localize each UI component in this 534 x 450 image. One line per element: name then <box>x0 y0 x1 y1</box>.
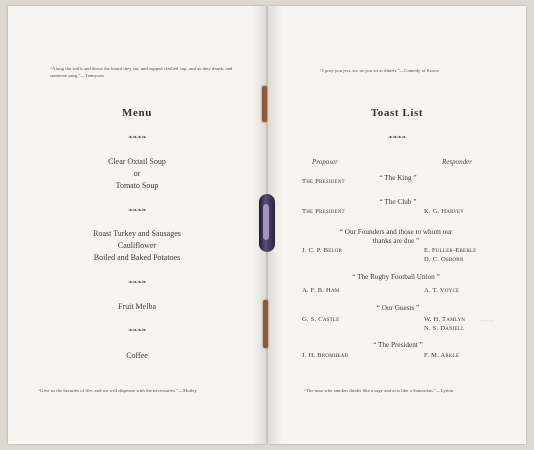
binding-staple <box>263 300 268 348</box>
toast-title: “ The President ” <box>373 341 423 349</box>
menu-bottom-quote: “Give us the luxuries of life, and we will dispense with the necessaries.”—Motley <box>38 388 197 393</box>
toast-title: “ The King ” <box>379 174 417 182</box>
toast-proposer: G. S. Castle <box>302 316 340 323</box>
toast-proposer: The President <box>302 178 345 185</box>
toast-responder: A. T. Voyce <box>424 287 460 294</box>
toast-list-page <box>268 6 526 444</box>
ornament-divider: ❧❧❧❧ <box>127 328 147 334</box>
ribbon-highlight <box>263 204 269 240</box>
toast-title: “ Our Guests ” <box>376 304 420 312</box>
toast-responder: D. C. Osborn <box>424 256 464 263</box>
toast-proposer: The President <box>302 208 345 215</box>
toast-title: “ The Club ” <box>379 198 417 206</box>
menu-item: Fruit Melba <box>118 302 156 311</box>
menu-heading: Menu <box>122 107 152 119</box>
toast-proposer: J. C. P. Belor <box>302 247 343 254</box>
toast-responder: F. M. Arkle <box>424 352 460 359</box>
menu-item: Clear Oxtail Soup <box>108 157 166 166</box>
menu-item: Tomato Soup <box>115 181 159 190</box>
proposer-column-heading: Proposer <box>312 158 338 166</box>
toast-proposer: A. F. B. Ham <box>302 287 340 294</box>
menu-item: or <box>133 169 141 178</box>
ornament-divider: ❧❧❧❧ <box>127 280 147 286</box>
ornament-divider: ❧❧❧❧ <box>127 135 147 141</box>
toast-proposer: J. H. Bromhead <box>302 352 349 359</box>
toast-responder: K. G. Harvey <box>424 208 465 215</box>
ornament-divider: ❧❧❧❧ <box>127 208 147 214</box>
responder-column-heading: Responder <box>442 158 472 166</box>
pencil-mark: ~~~ <box>480 316 495 326</box>
toast-responder: N. S. Daniell <box>424 325 465 332</box>
menu-item: Roast Turkey and Sausages <box>93 229 181 238</box>
binding-staple <box>262 86 267 122</box>
ornament-divider: ❧❧❧❧ <box>387 135 407 141</box>
menu-page <box>8 6 266 444</box>
toast-responder: E. Fuller-Eberle <box>424 247 477 254</box>
toast-bottom-quote: “The man who smokes thinks like a sage and acts like a Samaritan.”—Lytton <box>304 388 454 393</box>
menu-item: Cauliflower <box>117 241 157 250</box>
toast-title: “ The Rugby Football Union ” <box>352 273 440 281</box>
menu-item: Boiled and Baked Potatoes <box>93 253 181 262</box>
toast-title: “ Our Founders and those to whom our thanks are due ” <box>339 228 453 245</box>
menu-item: Coffee <box>126 351 148 360</box>
toast-responder: W. H. Tamlyn <box>424 316 466 323</box>
toast-top-quote: “I pray you jest, sir, as you sit at dinner.”—Comedy of Errors <box>320 68 440 73</box>
toast-heading: Toast List <box>370 107 424 119</box>
menu-top-quote: “Along the walls and down the board they sat, and supped clashed cup, and as they drank, and someone sang.”—Tennyson <box>50 66 233 78</box>
